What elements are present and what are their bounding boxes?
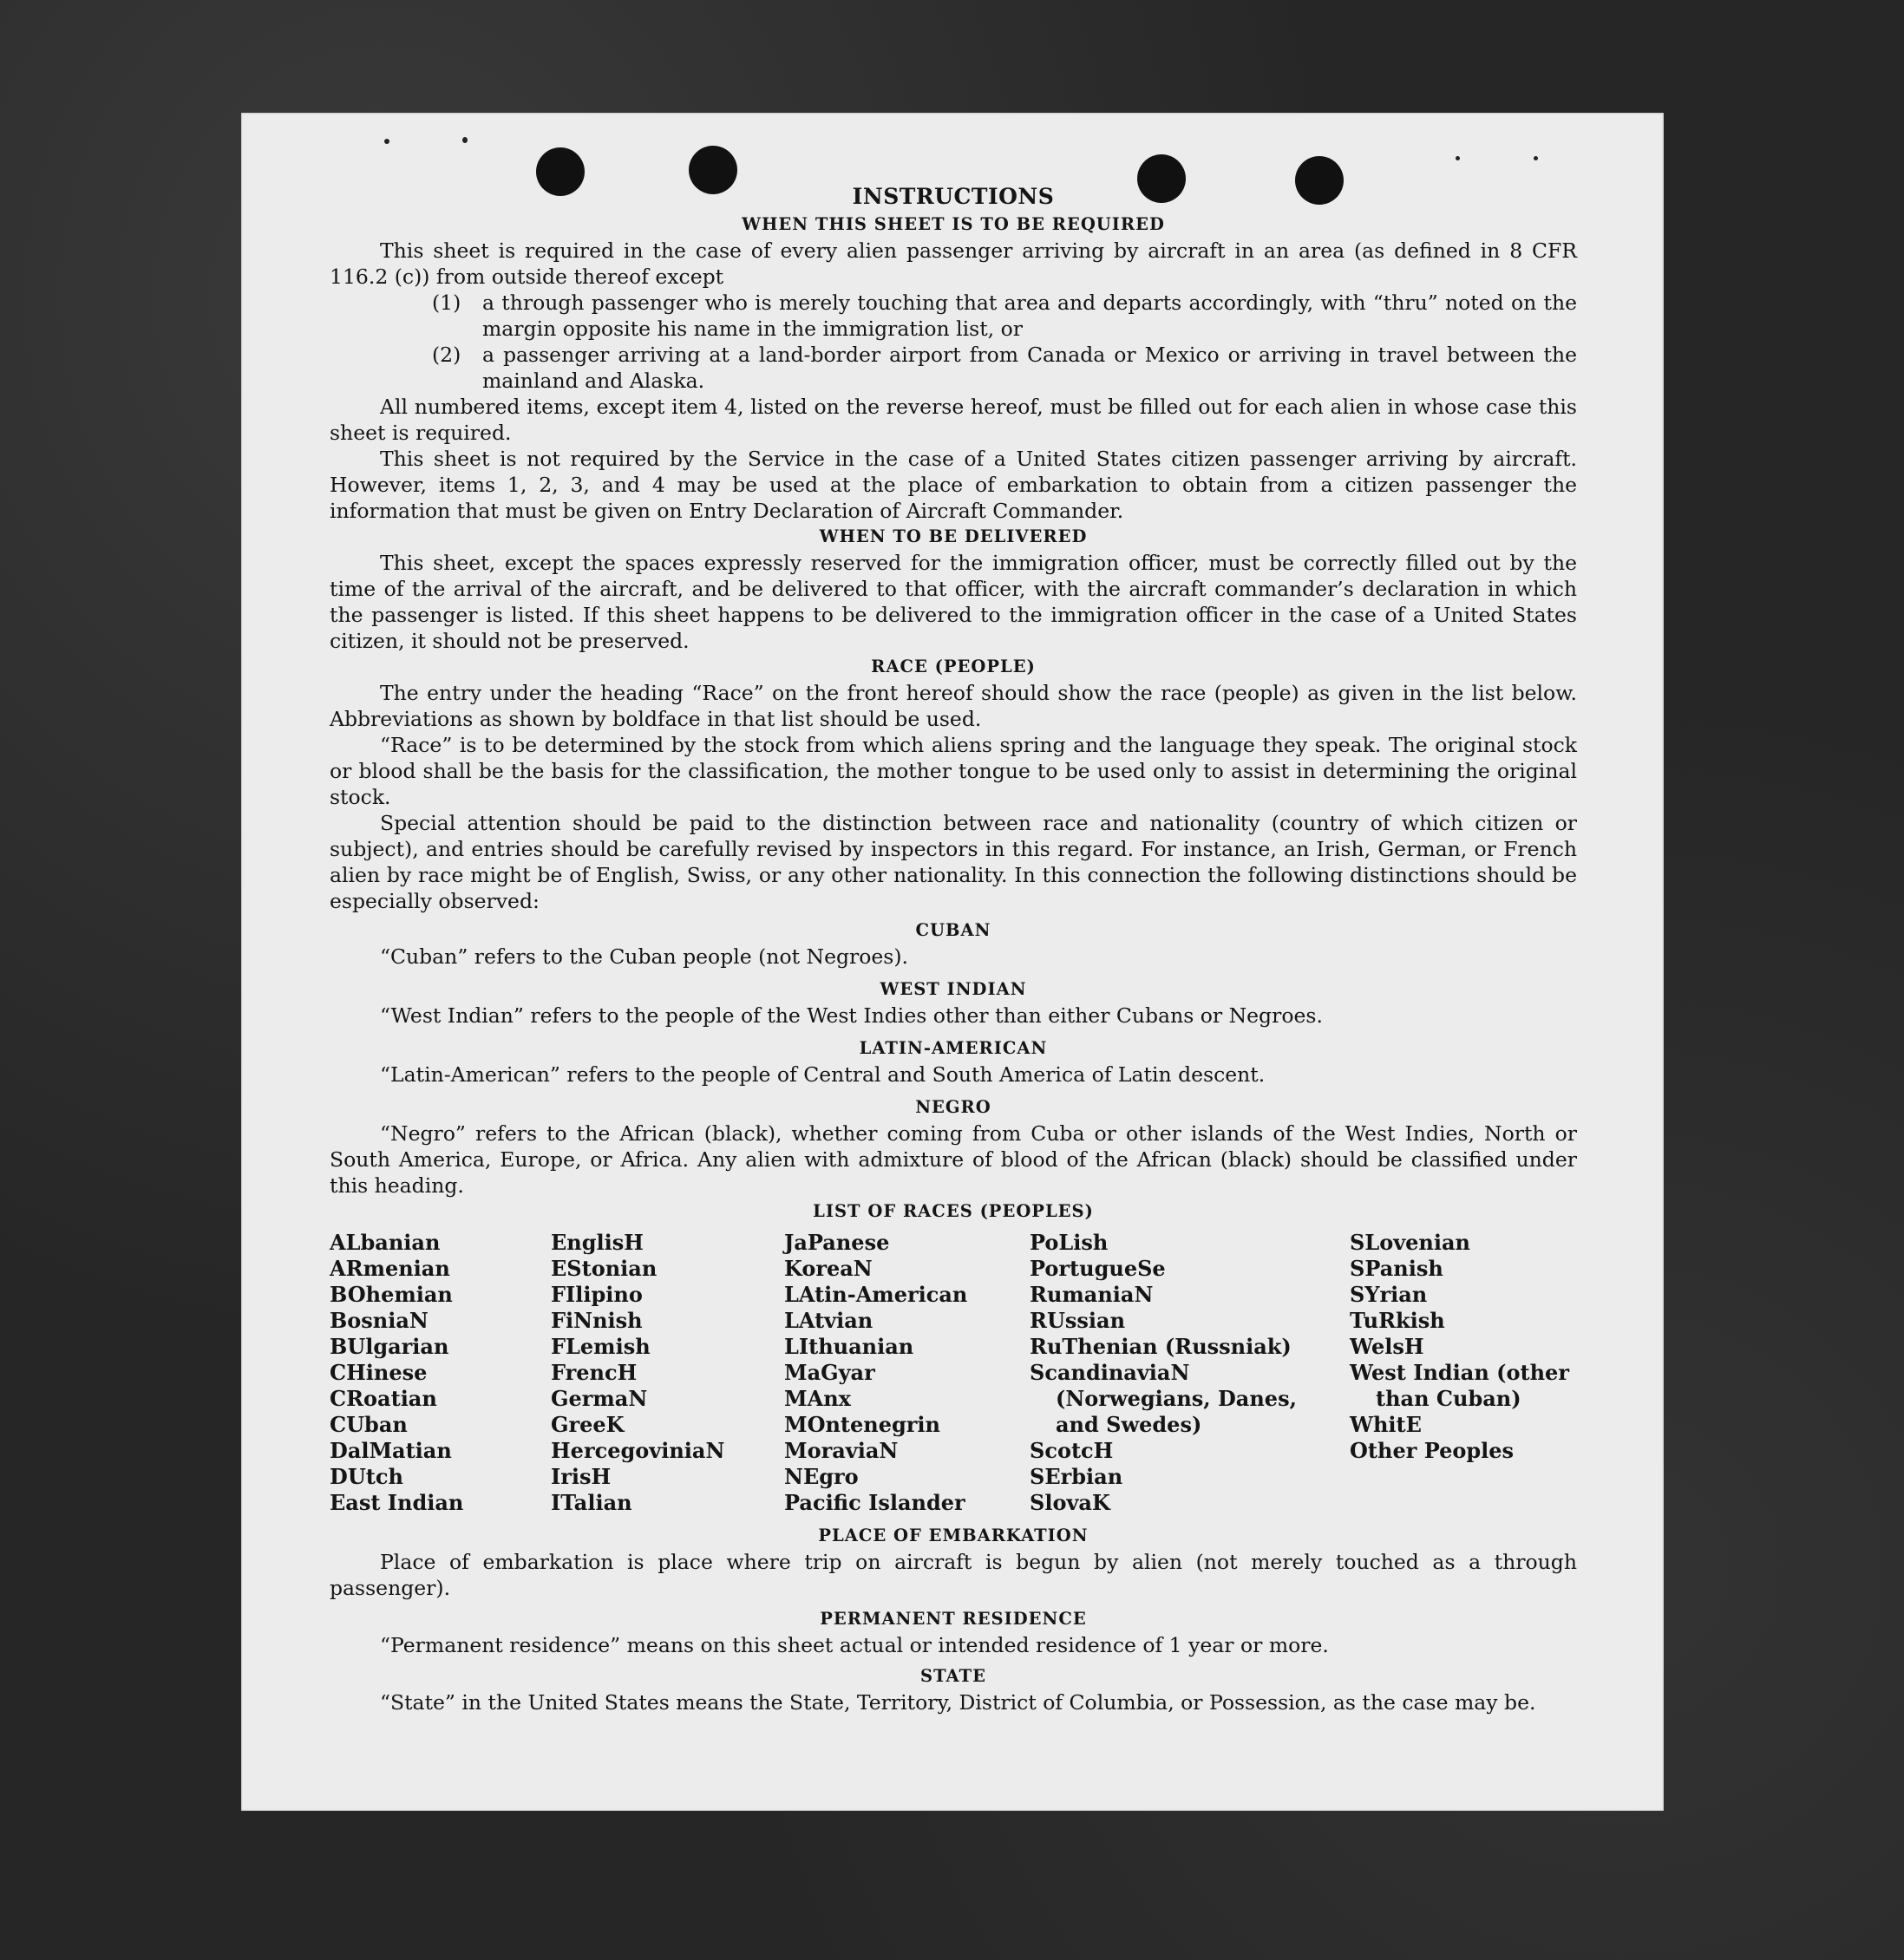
section-heading: CUBAN <box>915 920 991 940</box>
race-entry: MAnx <box>784 1386 851 1411</box>
race-entry: ALbanian <box>330 1230 441 1255</box>
races-list <box>330 1230 1577 1516</box>
paragraph: This sheet, except the spaces expressly reserved for the immigration officer, must be correctly filled out by the time of the arrival of the aircraft, and be delivered to that officer, with the aircraft commander’s declaration in which the passenger is listed. If this sheet happens to be delivered to the immigration officer in the case of a United States citizen, it should not be preserved. <box>330 551 1577 653</box>
section-heading: NEGRO <box>915 1097 991 1117</box>
item-text: a passenger arriving at a land-border airport from Canada or Mexico or arriving in travel between the mainland and Alaska. <box>482 343 1577 393</box>
paragraph: “Negro” refers to the African (black), whether coming from Cuba or other islands of the West Indies, North or South America, Europe, or Africa. Any alien with admixture of blood of the African (black) should be classified under this heading. <box>330 1121 1577 1198</box>
paragraph: This sheet is required in the case of every alien passenger arriving by aircraft in an area (as defined in 8 CFR 116.2 (c)) from outside thereof except <box>330 238 1577 289</box>
race-entry: BUlgarian <box>330 1334 449 1359</box>
section-heading: STATE <box>920 1666 986 1686</box>
race-entry: SErbian <box>1030 1464 1123 1489</box>
section-cuban <box>330 918 1577 970</box>
race-entry: FiNnish <box>551 1308 643 1333</box>
paragraph: “State” in the United States means the State, Territory, District of Columbia, or Possession, as the case may be. <box>380 1690 1536 1715</box>
section-heading: LIST OF RACES (PEOPLES) <box>813 1201 1094 1221</box>
races-column <box>1030 1230 1350 1516</box>
paragraph: Place of embarkation is place where trip on aircraft is begun by alien (not merely touched as a through passenger). <box>330 1550 1577 1600</box>
race-entry: ScotcH <box>1030 1438 1114 1463</box>
race-entry: MoraviaN <box>784 1438 899 1463</box>
race-entry: LIthuanian <box>784 1334 914 1359</box>
race-entry: IrisH <box>551 1464 612 1489</box>
document-sheet <box>241 113 1664 1811</box>
race-entry: SPanish <box>1350 1256 1443 1281</box>
scan-speck <box>462 137 468 143</box>
race-entry: FLemish <box>551 1334 651 1359</box>
page-title: INSTRUCTIONS <box>852 184 1055 209</box>
section-heading: WEST INDIAN <box>880 979 1027 999</box>
race-entry: GreeK <box>551 1412 625 1437</box>
paragraph: “West Indian” refers to the people of the West Indies other than either Cubans or Negroes. <box>380 1003 1323 1028</box>
section-residence <box>330 1606 1577 1658</box>
races-column <box>784 1230 1030 1516</box>
section-state <box>330 1663 1577 1715</box>
paragraph: “Permanent residence” means on this sheet actual or intended residence of 1 year or more. <box>380 1633 1329 1657</box>
scan-speck <box>1534 156 1538 160</box>
race-entry: NEgro <box>784 1464 859 1489</box>
race-entry: SlovaK <box>1030 1490 1110 1515</box>
race-entry: WhitE <box>1350 1412 1422 1437</box>
race-entry: WelsH <box>1350 1334 1424 1359</box>
paragraph: All numbered items, except item 4, listed on the reverse hereof, must be filled out for each alien in whose case this sheet is required. <box>330 395 1577 445</box>
race-entry: ARmenian <box>330 1256 450 1281</box>
race-entry: PortugueSe <box>1030 1256 1166 1281</box>
race-entry: SYrian <box>1350 1282 1428 1307</box>
section-heading: WHEN TO BE DELIVERED <box>819 526 1088 546</box>
race-entry: LAtvian <box>784 1308 873 1333</box>
paragraph: Special attention should be paid to the distinction between race and nationality (country of which citizen or subject), and entries should be carefully revised by inspectors in this regard. For instance, an Irish, German, or French alien by race might be of English, Swiss, or any other nationality. In this connection the following distinctions should be especially observed: <box>330 811 1577 913</box>
race-entry: FrencH <box>551 1360 638 1385</box>
race-entry: ScandinaviaN (Norwegians, Danes, and Swedes) <box>1030 1360 1297 1437</box>
section-heading: PLACE OF EMBARKATION <box>818 1526 1089 1545</box>
race-entry: FIlipino <box>551 1282 643 1307</box>
race-entry: West Indian (other than Cuban) <box>1350 1360 1569 1411</box>
race-entry: CHinese <box>330 1360 428 1385</box>
scan-speck <box>1456 156 1460 160</box>
race-entry: KoreaN <box>784 1256 873 1281</box>
race-entry: RumaniaN <box>1030 1282 1154 1307</box>
race-entry: LAtin-American <box>784 1282 968 1307</box>
race-entry: CRoatian <box>330 1386 437 1411</box>
race-entry: Other Peoples <box>1350 1438 1515 1463</box>
races-column <box>551 1230 784 1516</box>
section-required <box>330 212 1577 524</box>
section-latin-american <box>330 1036 1577 1088</box>
race-entry: EStonian <box>551 1256 658 1281</box>
races-column <box>330 1230 551 1516</box>
section-heading: WHEN THIS SHEET IS TO BE REQUIRED <box>742 214 1165 234</box>
section-negro <box>330 1094 1577 1199</box>
race-entry: RuThenian (Russniak) <box>1030 1334 1292 1359</box>
race-entry: SLovenian <box>1350 1230 1470 1255</box>
race-entry: TuRkish <box>1350 1308 1445 1333</box>
race-entry: DalMatian <box>330 1438 452 1463</box>
scan-speck <box>384 139 389 144</box>
item-number: (1) <box>432 291 461 315</box>
section-west-indian <box>330 977 1577 1029</box>
section-heading: LATIN-AMERICAN <box>859 1038 1048 1058</box>
race-entry: Pacific Islander <box>784 1490 965 1515</box>
race-entry: DUtch <box>330 1464 403 1489</box>
race-entry: RUssian <box>1030 1308 1126 1333</box>
section-heading: PERMANENT RESIDENCE <box>820 1609 1087 1629</box>
races-section <box>330 1199 1577 1516</box>
item-text: a through passenger who is merely touching that area and departs accordingly, with “thru” noted on the margin opposite his name in the immigration list, or <box>482 291 1577 341</box>
race-entry: MOntenegrin <box>784 1412 940 1437</box>
race-entry: East Indian <box>330 1490 464 1515</box>
numbered-item <box>330 290 1577 342</box>
race-entry: ITalian <box>551 1490 632 1515</box>
race-entry: BosniaN <box>330 1308 429 1333</box>
section-embarkation <box>330 1523 1577 1601</box>
section-delivered <box>330 524 1577 654</box>
paragraph: “Cuban” refers to the Cuban people (not Negroes). <box>380 944 909 969</box>
race-entry: PoLish <box>1030 1230 1109 1255</box>
race-entry: EnglisH <box>551 1230 644 1255</box>
race-entry: MaGyar <box>784 1360 875 1385</box>
paragraph: “Race” is to be determined by the stock from which aliens spring and the language they speak. The original stock or blood shall be the basis for the classification, the mother tongue to be used only to assist in determining the original stock. <box>330 733 1577 809</box>
race-entry: CUban <box>330 1412 408 1437</box>
section-race <box>330 654 1577 914</box>
race-entry: GermaN <box>551 1386 648 1411</box>
race-entry: JaPanese <box>784 1230 890 1255</box>
item-number: (2) <box>432 343 461 367</box>
numbered-item <box>330 342 1577 394</box>
paragraph: This sheet is not required by the Service in the case of a United States citizen passenger arriving by aircraft. However, items 1, 2, 3, and 4 may be used at the place of embarkation to obtain from a citizen passenger the information that must be given on Entry Declaration of Aircraft Commander. <box>330 447 1577 523</box>
paragraph: The entry under the heading “Race” on the front hereof should show the race (people) as given in the list below. Abbreviations as shown by boldface in that list should be used. <box>330 681 1577 731</box>
document-text <box>330 184 1577 1715</box>
section-heading: RACE (PEOPLE) <box>871 657 1036 676</box>
races-column <box>1350 1230 1577 1516</box>
paragraph: “Latin-American” refers to the people of Central and South America of Latin descent. <box>380 1062 1266 1087</box>
race-entry: BOhemian <box>330 1282 453 1307</box>
race-entry: HercegoviniaN <box>551 1438 725 1463</box>
